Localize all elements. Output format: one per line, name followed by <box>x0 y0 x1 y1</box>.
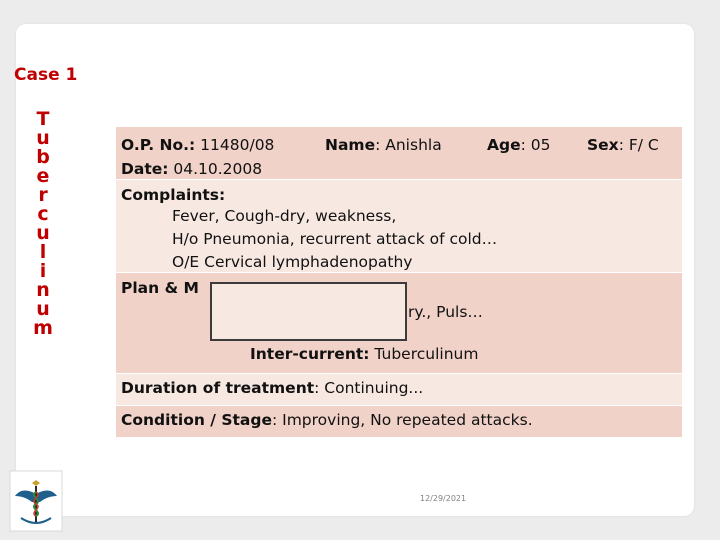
patient-info-row <box>116 127 682 180</box>
vertical-letter: e <box>36 165 50 187</box>
patient-sex: Sex: F/ C <box>587 136 659 154</box>
vertical-letter: u <box>36 298 50 320</box>
condition-text: Condition / Stage: Improving, No repeated attacks. <box>121 411 533 429</box>
vertical-letter: u <box>36 222 50 244</box>
plan-label: Plan & M <box>121 279 199 297</box>
vertical-letter: b <box>36 146 50 168</box>
complaint-line: H/o Pneumonia, recurrent attack of cold… <box>172 230 498 248</box>
vertical-letter: T <box>36 108 50 130</box>
visit-date: Date: 04.10.2008 <box>121 160 263 178</box>
condition-row <box>116 406 682 438</box>
complaints-label: Complaints: <box>121 186 226 204</box>
vertical-letter: r <box>38 184 48 206</box>
footer-date: 12/29/2021 <box>420 494 467 503</box>
case-title: Case 1 <box>14 65 78 85</box>
vertical-letter: i <box>39 260 47 282</box>
patient-age: Age: 05 <box>487 136 551 154</box>
intercurrent-remedy: Inter-current: Tuberculinum <box>250 345 479 363</box>
vertical-letter: m <box>33 317 53 339</box>
vertical-letter: n <box>36 279 50 301</box>
overlay-box <box>210 282 407 341</box>
patient-name: Name: Anishla <box>325 136 442 154</box>
vertical-letter: u <box>36 127 50 149</box>
vertical-word <box>33 110 53 338</box>
complaint-line: O/E Cervical lymphadenopathy <box>172 253 413 271</box>
op-number: O.P. No.: 11480/08 <box>121 136 275 154</box>
complaints-row <box>116 180 682 273</box>
medical-caduceus-emblem-icon <box>9 470 63 532</box>
complaint-line: Fever, Cough-dry, weakness, <box>172 207 397 225</box>
vertical-letter: l <box>39 241 47 263</box>
duration-row <box>116 374 682 406</box>
plan-partial-text: ry., Puls… <box>408 303 483 321</box>
vertical-letter: c <box>37 203 49 225</box>
duration-text: Duration of treatment: Continuing... <box>121 379 424 397</box>
